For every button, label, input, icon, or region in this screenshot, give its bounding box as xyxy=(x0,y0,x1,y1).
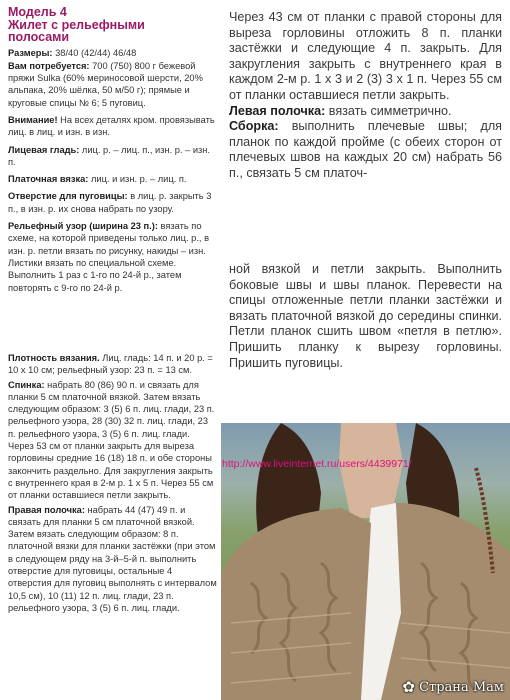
model-title: Модель 4 Жилет с рельефными полосами xyxy=(8,6,145,44)
gauge-paragraph: Плотность вязания. Лиц. гладь: 14 п. и 20 р. = 10 х 10 см; рельефный узор: 23 п. = 13 см. xyxy=(8,353,213,376)
attention-paragraph: Внимание! На всех деталях кром. провязывать лиц. в лиц. и изн. в изн. xyxy=(8,114,215,138)
left-column-top xyxy=(8,6,218,348)
left-front-paragraph: Левая полочка: вязать симметрично. xyxy=(229,103,452,118)
right-column-bottom xyxy=(229,262,502,412)
source-url[interactable]: http://www.liveinternet.ru/users/4439971/ xyxy=(222,458,412,470)
left-column-bottom xyxy=(8,352,218,698)
garter-paragraph: Платочная вязка: лиц. и изн. р. – лиц. п. xyxy=(8,174,187,185)
back-paragraph: Спинка: набрать 80 (86) 90 п. и связать для планки 5 см платочной вязкой. Затем вязать следующим образом: 3 (5) 6 п. лиц. глади, 23 п. рельефного узора, 28 (30) 32 п. лиц. глади, 23 п. рельефного узора, 3 (5) 6 п. лиц. глади. Через 53 см от планки закрыть для выреза горловины средние 16 (18) 18 п. и обе стороны закончить раздельно. Для закругления закрыть с внутреннего края в 2-м р. 1 х 5 п. Через 55 см от планки оставшиеся петли закрыть. xyxy=(8,379,215,501)
materials-paragraph: Вам потребуется: 700 (750) 800 г бежевой пряжи Sulka (60% мериносовой шерсти, 20% альпака, 20% шёлка, 50 м/50 г); прямые и круговые спицы № 6; 5 пуговиц. xyxy=(8,60,203,108)
stockinette-paragraph: Лицевая гладь: лиц. р. – лиц. п., изн. р. – изн. п. xyxy=(8,144,211,167)
assembly-paragraph: Сборка: выполнить плечевые швы; для планок по каждой пройме (с обеих сторон от плечевых швов на каждых 20 см) набрать 56 п., связать 5 см платоч- xyxy=(229,119,502,180)
right-front-paragraph: Правая полочка: набрать 44 (47) 49 п. и связать для планки 5 см платочной вязкой. Затем вязать следующим образом: 8 п. платочной вязки для планки застёжки (при этом в следующем ряду на 3-й–5-й п. выполнить отверстие для пуговицы, остальные 4 отверстия для пуговиц выполнять с интервалом 10,5 см), 10 (11) 12 п. лиц. глади, 23 п. рельефного узора, 3 (5) 6 п. лиц. глади. xyxy=(8,504,217,613)
neckline-paragraph: Через 43 см от планки с правой стороны для выреза горловины отложить 8 п. планки застёжки и следующие 4 п. закрыть. Для закругления закрыть с внутреннего края в каждом 2-м р. 1 х 3 и 2 (3) 3 х 1 п. Через 55 см от планки оставшиеся петли закрыть. xyxy=(229,10,502,102)
right-column-top xyxy=(229,10,502,242)
sizes-paragraph: Размеры: 38/40 (42/44) 46/48 xyxy=(8,47,137,58)
site-watermark: ✿ Страна Мам xyxy=(402,678,504,696)
figure-icon: ✿ xyxy=(402,678,415,696)
buttonhole-paragraph: Отверстие для пуговицы: в лиц. р. закрыть 3 п., в изн. р. их снова набрать по узору. xyxy=(8,191,212,214)
finishing-paragraph: ной вязкой и петли закрыть. Выполнить боковые швы и швы планок. Перевести на спицы отложенные петли планки застёжки и вязать платочной вязкой до середины спинки. Петли планок сшить швом «петля в петлю». Пришить планку к вырезу горловины. Пришить пуговицы. xyxy=(229,262,502,370)
relief-pattern-paragraph: Рельефный узор (ширина 23 п.): вязать по схеме, на которой приведены только лиц. р., в изн. р. петли вязать по рисунку, накиды – изн. Листики вязать по специальной схеме. Выполнить 1 раз с 1-го по 24-й р., затем повторять с 9-го по 24-й р. xyxy=(8,221,210,293)
